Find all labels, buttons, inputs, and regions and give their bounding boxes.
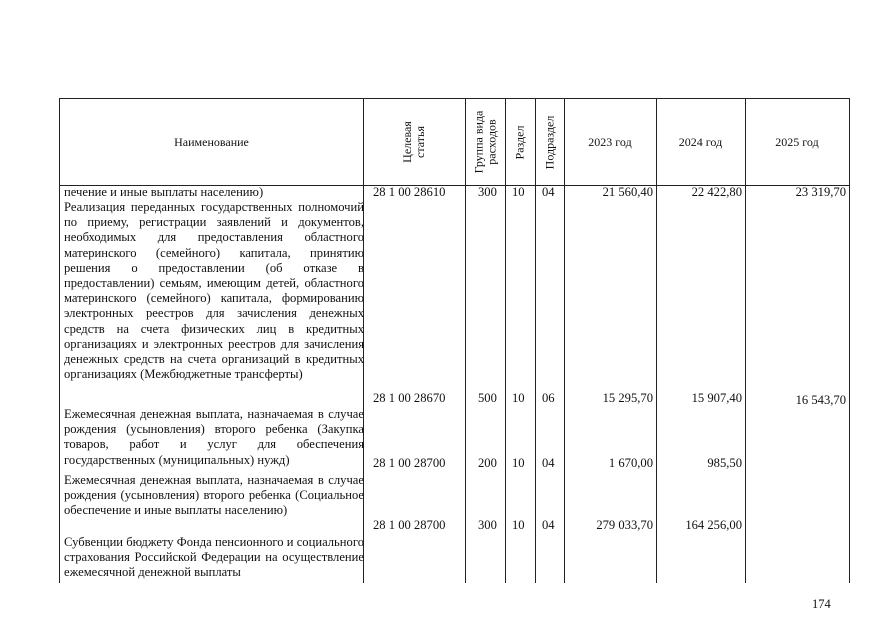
row-2024: 985,50 (707, 456, 742, 470)
row-2024: 164 256,00 (685, 518, 742, 532)
row-group: 300 (478, 185, 497, 199)
row-2024: 15 907,40 (691, 391, 742, 405)
header-2025: 2025 год (775, 134, 819, 149)
header-2023: 2023 год (588, 134, 632, 149)
row-2023: 15 295,70 (602, 391, 653, 405)
row-target: 28 1 00 28700 (373, 518, 446, 532)
row-section: 10 (512, 391, 525, 405)
row-section: 10 (512, 518, 525, 532)
page-number: 174 (812, 597, 831, 611)
row-2023: 21 560,40 (602, 185, 653, 199)
row-2025: 16 543,70 (795, 393, 846, 407)
header-subsection: Подраздел (542, 115, 557, 169)
row-group: 200 (478, 456, 497, 470)
row-target: 28 1 00 28700 (373, 456, 446, 470)
row-subsection: 04 (542, 185, 555, 199)
row-target: 28 1 00 28670 (373, 391, 446, 405)
row-section: 10 (512, 456, 525, 470)
header-target: Целевая статья (399, 121, 427, 163)
header-2024: 2024 год (678, 134, 723, 149)
row-name: печение и иные выплаты населению) (64, 185, 264, 199)
row-group: 300 (478, 518, 497, 532)
row-2023: 279 033,70 (596, 518, 653, 532)
row-name: Реализация переданных государственных полномочий по приему, регистрации заявлений и документов, необходимых для предоставления областного материнского (семейного) капитала, принятию решения о предоставлении (об отказе в предоставлении) семьям, имеющим детей, областного материнского (семейного) капитала, формированию электронных реестров для зачисления денежных средств на счета физических лиц в кредитных организациях и электронных реестров для зачисления денежных средств на счета организаций в кредитных организациях (Межбюджетные трансферты) (64, 200, 364, 382)
row-name: Ежемесячная денежная выплата, назначаемая в случае рождения (усыновления) второго ребенка (Закупка товаров, работ и услуг для обеспечения государственных (муниципальных) нужд) (64, 407, 364, 467)
header-name: Наименование (174, 134, 249, 149)
row-section: 10 (512, 185, 525, 199)
row-group: 500 (478, 391, 497, 405)
row-2024: 22 422,80 (691, 185, 742, 199)
row-2023: 1 670,00 (608, 456, 653, 470)
row-target: 28 1 00 28610 (373, 185, 446, 199)
row-subsection: 04 (542, 518, 555, 532)
header-group: Группа вида расходов (471, 110, 498, 174)
row-subsection: 04 (542, 456, 555, 470)
table-header (60, 99, 849, 186)
row-name: Ежемесячная денежная выплата, назначаемая в случае рождения (усыновления) второго ребенка (Социальное обеспечение и иные выплаты населению) (64, 473, 364, 518)
row-2025: 23 319,70 (795, 185, 846, 199)
row-subsection: 06 (542, 391, 555, 405)
header-section: Раздел (512, 125, 527, 159)
budget-table (59, 98, 850, 583)
row-name: Субвенции бюджету Фонда пенсионного и социального страхования Российской Федерации на осуществление ежемесячной денежной выплаты (64, 535, 364, 580)
